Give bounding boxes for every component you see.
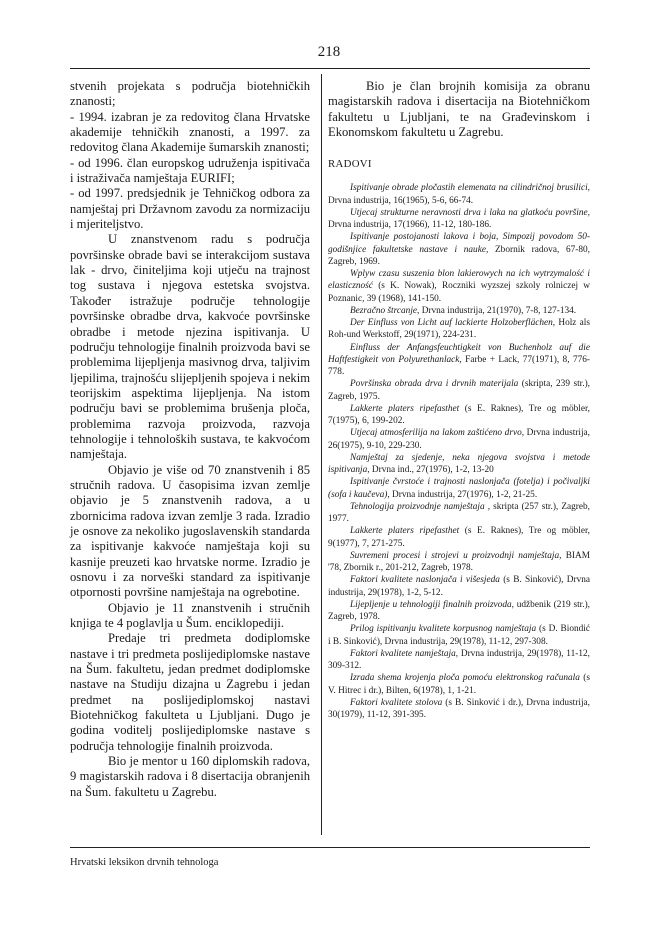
reference-title: Utjecaj strukturne neravnosti drva i laka na glatkoću površine, bbox=[350, 207, 590, 218]
reference-title: Izrada shema krojenja ploča pomoću elektronskog računala bbox=[350, 673, 580, 684]
reference-title: Lakkerte platers ripefasthet bbox=[350, 403, 460, 414]
reference-entry bbox=[328, 672, 590, 697]
reference-details: skripta (257 str.), Zagreb, 1977. bbox=[328, 501, 591, 525]
body-paragraph: Objavio je više od 70 znanstvenih i 85 stručnih radova. U časopisima izvan zemlje objavio je 5 znanstvenih radova, a u zbornicima radova izvan zemlje 3 rada. Izradio je osnove za nekoliko jugoslavenskih standarda za ispitivanje kakvoće namještaja koji su kasnije preuzeti kao hrvatske norme. Izradio je osnovu i za norveški standard za ispitivanje otpornosti površine namještaja na ogrebotine. bbox=[70, 462, 310, 600]
reference-details: (s D. Biondić i B. Sinković), Drvna industrija, 29(1978), 11-12, 297-308. bbox=[328, 624, 590, 647]
reference-details: Drvna industrija, 16(1965), 5-6, 66-74. bbox=[328, 195, 474, 206]
reference-details: (s V. Hitrec i dr.), Bilten, 6(1978), 1, 1-21. bbox=[328, 673, 590, 696]
reference-title: Einfluss der Anfangsfeuchtigkeit von Buchenholz auf die Haftfestigkeit von Polyurethanlack, bbox=[328, 342, 590, 365]
footer-rule bbox=[70, 847, 590, 848]
reference-title: Faktori kvalitete namještaja, bbox=[350, 648, 459, 659]
reference-details: Drvna ind., 27(1976), 1-2, 13-20 bbox=[369, 465, 494, 476]
reference-details: (s B. Sinković), Drvna industrija, 29(1978), 1-2, 5-12. bbox=[328, 575, 590, 598]
reference-details: Zbornik radova, 67-80, Zagreb, 1969. bbox=[328, 244, 590, 267]
body-paragraph: - 1994. izabran je za redovitog člana Hrvatske akademije tehničkih znanosti, a 1997. za redovitog člana Akademije šumarskih znanosti; bbox=[70, 109, 310, 155]
reference-details: (s E. Raknes), Tre og möbler, 9(1977), 7, 271-275. bbox=[328, 526, 590, 549]
reference-entry bbox=[328, 525, 590, 550]
reference-title: Faktori kvalitete naslonjača i višesjeda bbox=[350, 575, 500, 586]
reference-title: Ispitivanje obrade pločastih elemenata na cilindričnoj brusilici, bbox=[350, 183, 590, 194]
reference-title: Lijepljenje u tehnologiji finalnih proizvoda, bbox=[350, 599, 514, 610]
section-heading-radovi: RADOVI bbox=[328, 158, 372, 171]
reference-details: Drvna industrija, 17(1966), 11-12, 180-186. bbox=[328, 220, 492, 231]
reference-title: Wplyw czasu suszenia blon lakierowych na ich wytrzymalość i elasticzność bbox=[328, 269, 590, 292]
reference-entry bbox=[328, 305, 590, 317]
reference-details: Drvna industrija, 26(1975), 9-10, 229-230. bbox=[328, 428, 590, 451]
footer-text: Hrvatski leksikon drvnih tehnologa bbox=[70, 857, 219, 868]
reference-entry bbox=[328, 182, 590, 207]
reference-list bbox=[328, 182, 590, 721]
body-paragraph: Predaje tri predmeta dodiplomske nastave i tri predmeta poslijediplomske nastave na Šum. fakultetu, jedan predmet dodiplomske nastave na Studiju dizajna u Zagrebu i jedan predmet na poslijediplomskoj nastavi Biotehničkog fakulteta u Ljubljani. Dugo je godina voditelj poslijediplomske nastave s područja tehnologije finalnih proizvoda. bbox=[70, 631, 310, 753]
reference-entry bbox=[328, 378, 590, 403]
body-paragraph: stvenih projekata s područja biotehničkih znanosti; bbox=[70, 79, 310, 109]
body-paragraph: U znanstvenom radu s područja površinske obrade bavi se interakcijom sustava lak - drvo, činiteljima koji utječu na trajnost tog sustava i njegova estetska svojstva. Također istražuje područje tehnologije površinske obradbe drva, kakvoće površinske obradbe i metode njezina ispitivanja. U području tehnologije finalnih proizvoda bavi se problemima lijepljenja masivnog drva, taljivim ljepilima, trajnošću slijepljenih spojeva i nekim teorijskim aspektima lijepljenja. Na istom području bavi se problemima brušenja ploča, problemima razvoja proizvoda, razvoja tehnologije i tehnoloških sustava, te kakvoćom namještaja. bbox=[70, 232, 310, 462]
reference-entry bbox=[328, 550, 590, 575]
reference-entry bbox=[328, 648, 590, 673]
reference-details: BIAM '78, Zbornik r., 201-212, Zagreb, 1978. bbox=[328, 550, 590, 574]
reference-entry bbox=[328, 342, 590, 379]
reference-entry bbox=[328, 476, 590, 501]
reference-details: Drvna industrija, 21(1970), 7-8, 127-134. bbox=[419, 305, 577, 316]
reference-details: Drvna industrija, 29(1978), 11-12, 309-312. bbox=[328, 648, 590, 672]
committee-paragraph: Bio je član brojnih komisija za obranu magistarskih radova i disertacija na Biotehničkom fakultetu u Ljubljani, te na Građevinskom i Ekonomskom fakultetu u Zagrebu. bbox=[328, 79, 590, 140]
reference-details: Farbe + Lack, 77(1971), 8, 776-778. bbox=[328, 354, 590, 378]
page-number: 218 bbox=[317, 44, 341, 60]
reference-entry bbox=[328, 623, 590, 648]
reference-title: Bezračno štrcanje, bbox=[350, 305, 420, 316]
reference-details: udžbenik (219 str.), Zagreb, 1978. bbox=[328, 599, 590, 623]
reference-details: (s K. Nowak), Roczniki wyzszej szkoly rolniczej w Poznanic, 39 (1968), 141-150. bbox=[328, 281, 590, 304]
reference-entry bbox=[328, 268, 590, 305]
left-column bbox=[70, 79, 310, 800]
right-column bbox=[328, 79, 590, 721]
column-divider bbox=[321, 74, 322, 835]
reference-entry bbox=[328, 317, 590, 342]
reference-title: Lakkerte platers ripefasthet bbox=[350, 526, 460, 537]
reference-entry bbox=[328, 697, 590, 722]
reference-entry bbox=[328, 452, 590, 477]
reference-entry bbox=[328, 501, 590, 526]
reference-details: Holz als Roh-und Werkstoff, 29(1971), 224-231. bbox=[328, 318, 590, 341]
body-paragraph: - od 1997. predsjednik je Tehničkog odbora za namještaj pri Državnom zavodu za normizaciju i mjeriteljstvo. bbox=[70, 186, 310, 232]
reference-title: Tehnologija proizvodnje namještaja , bbox=[350, 501, 491, 512]
reference-entry bbox=[328, 427, 590, 452]
body-paragraph: Objavio je 11 znanstvenih i stručnih knjiga te 4 poglavlja u Šum. enciklopediji. bbox=[70, 600, 310, 631]
reference-entry bbox=[328, 599, 590, 624]
reference-title: Faktori kvalitete stolova bbox=[350, 697, 443, 708]
reference-entry bbox=[328, 207, 590, 232]
reference-entry bbox=[328, 403, 590, 428]
reference-entry bbox=[328, 231, 590, 268]
body-paragraph: Bio je mentor u 160 diplomskih radova, 9 magistarskih radova i 8 disertacija obranjenih na Šum. fakultetu u Zagrebu. bbox=[70, 754, 310, 799]
reference-title: Ispitivanje postojanosti lakova i boja, Simpozij povodom 50-godišnjice fakultetske nastave i nauke, bbox=[328, 232, 590, 255]
reference-title: Površinska obrada drva i drvnih materijala bbox=[350, 379, 519, 390]
reference-title: Suvremeni procesi i strojevi u proizvodnji namještaja, bbox=[350, 550, 562, 561]
reference-title: Ispitivanje čvrstoće i trajnosti naslonjača (fotelja) i počivaljki (sofa i kaučeva), bbox=[328, 477, 590, 500]
reference-details: Drvna industrija, 27(1976), 1-2, 21-25. bbox=[389, 489, 538, 500]
reference-title: Der Einfluss von Licht auf lackierte Holzoberflächen, bbox=[350, 318, 556, 329]
reference-entry bbox=[328, 574, 590, 599]
reference-details: (s B. Sinković i dr.), Drvna industrija, 30(1979), 11-12, 391-395. bbox=[328, 697, 590, 721]
reference-title: Utjecaj atmosferilija na lakom zaštićeno drvo, bbox=[350, 428, 525, 439]
reference-title: Prilog ispitivanju kvalitete korpusnog namještaja bbox=[350, 624, 537, 635]
body-paragraph: - od 1996. član europskog udruženja ispitivača i istraživača namještaja EURIFI; bbox=[70, 155, 310, 186]
header-rule bbox=[70, 68, 590, 69]
reference-details: (skripta, 239 str.), Zagreb, 1975. bbox=[328, 379, 590, 402]
reference-title: Namještaj za sjedenje, neka njegova svojstva i metode ispitivanja, bbox=[328, 452, 590, 476]
reference-details: (s E. Raknes), Tre og möbler, 7(1975), 6, 199-202. bbox=[328, 403, 590, 427]
